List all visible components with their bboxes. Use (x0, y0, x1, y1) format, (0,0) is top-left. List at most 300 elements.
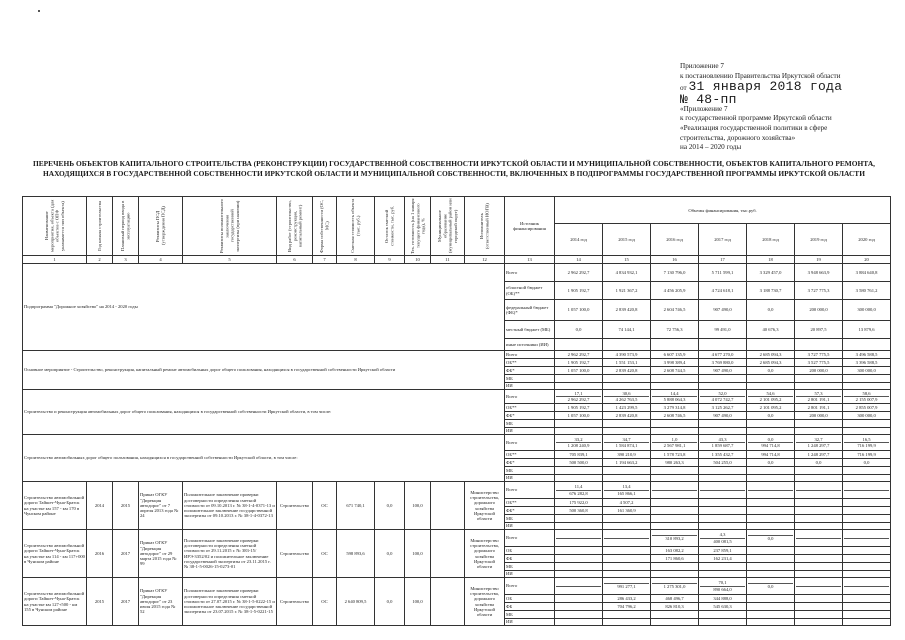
amount-cell: 74 144,1 (603, 321, 651, 339)
column-number: 9 (375, 256, 405, 264)
amount-cell: 1 551 153,1 (603, 359, 651, 367)
amount-cell (555, 482, 603, 499)
amount-cell: 1 905 192,7 (555, 404, 603, 412)
readiness: 100,0 (405, 578, 431, 626)
amount-cell (747, 515, 795, 523)
amount-cell (747, 507, 795, 515)
column-number: 20 (843, 256, 891, 264)
amount-cell: 300 000,0 (843, 300, 891, 321)
amount-cell (747, 467, 795, 475)
amount-cell: 4 834 932,1 (603, 264, 651, 282)
amount-cell: 300 000,0 (843, 367, 891, 375)
source-label: федеральный бюджет (ФБ)* (505, 300, 555, 321)
year-header: 2020 год (843, 224, 891, 256)
amount-cell (699, 467, 747, 475)
column-header (405, 197, 431, 256)
amount-cell (699, 390, 747, 404)
amount-cell: 3 396 588,5 (843, 359, 891, 367)
column-header-label: Плановый период ввода в эксплуатацию (120, 200, 131, 252)
amount-cell: 3 496 588,5 (843, 351, 891, 359)
source-label: ИИ (505, 428, 555, 435)
source-label: ФБ* (505, 507, 555, 515)
amount-cell (699, 507, 747, 515)
amount-cell: 704 796,2 (603, 603, 651, 611)
percent-value: 16,5 (844, 437, 889, 443)
amount-cell (843, 619, 891, 626)
amount-cell: 300 000,0 (843, 412, 891, 420)
amount-cell (603, 523, 651, 530)
amount-cell (555, 619, 603, 626)
appendix-line-9: на 2014 – 2020 годы (680, 143, 742, 152)
amount-cell (843, 611, 891, 619)
source-label: Всего (505, 482, 555, 499)
amount-cell: 3 769 880,0 (699, 359, 747, 367)
amount-cell (699, 375, 747, 383)
amount-cell (747, 611, 795, 619)
source-label: МБ (505, 515, 555, 523)
psd-details: Приказ ОГКУ "Дирекция автодорог" от 29 марта 2015 года № 99 (139, 530, 183, 578)
amount-cell (843, 555, 891, 563)
amount-cell: 716 199,9 (843, 451, 891, 459)
column-header-label: Наименование мероприятия, объекта (для объектов с ОПФ указывается тип объекта) (43, 199, 65, 253)
amount-cell: 2 962 292,7 (555, 264, 603, 282)
amount-cell: 0,0 (747, 459, 795, 467)
amount-cell: 500 500,0 (555, 459, 603, 467)
amount-cell: 0,0 (747, 300, 795, 321)
amount-cell (795, 507, 843, 515)
amount-cell (795, 467, 843, 475)
amount-cell (843, 563, 891, 571)
amount-cell (747, 482, 795, 499)
source-label: ИИ (505, 571, 555, 578)
amount-cell (555, 375, 603, 383)
amount-cell: 2 839 420,8 (603, 300, 651, 321)
amount-cell: 3 188 730,7 (747, 282, 795, 300)
source-label: Всего (505, 435, 555, 451)
percent-value (796, 490, 841, 491)
percent-value: 17,1 (556, 391, 601, 397)
source-label: ИИ (505, 475, 555, 482)
amount-cell (603, 435, 651, 451)
amount-cell (651, 530, 699, 547)
estimated-cost: 671 740,1 (337, 482, 375, 530)
amount-cell: 0,0 (747, 412, 795, 420)
percent-value: 33,2 (556, 437, 601, 443)
amount-cell (699, 515, 747, 523)
amount-cell: 2 839 420,8 (603, 367, 651, 375)
amount-cell (747, 375, 795, 383)
source-label: Всего (505, 530, 555, 547)
amount-cell (555, 578, 603, 595)
table-row (23, 390, 891, 404)
source-label: Всего (505, 578, 555, 595)
amount-cell (747, 603, 795, 611)
amount-cell: 2 801 191,1 (795, 404, 843, 412)
amount-cell (747, 475, 795, 482)
amount-cell: 1 057 100,0 (555, 367, 603, 375)
amount-cell: 4 677 270,0 (699, 351, 747, 359)
amount-cell (555, 571, 603, 578)
source-label: МБ (505, 611, 555, 619)
amount-cell (699, 482, 747, 499)
amount-cell (555, 603, 603, 611)
percent-value: 70,1 (700, 580, 745, 586)
amount-value: 4 072 742,7 (711, 397, 734, 402)
amount-value: 2 801 191,1 (807, 397, 830, 402)
amount-cell: 2 608 746,5 (651, 412, 699, 420)
amount-cell (555, 515, 603, 523)
amount-cell: 3 527 775,5 (795, 359, 843, 367)
percent-value: 1,0 (652, 437, 697, 443)
appendix-number: № 48-пп (680, 91, 737, 107)
amount-cell (651, 499, 699, 507)
amount-cell (699, 619, 747, 626)
column-header (139, 197, 183, 256)
amount-cell (843, 390, 891, 404)
amount-cell: 2 855 007,9 (843, 404, 891, 412)
table-row (23, 578, 891, 595)
group-name: Строительство и реконструкция автомобильных дорог общего пользования, находящихся в государственной собственности Иркутской области, в том числе: (23, 390, 505, 435)
amount-cell (651, 507, 699, 515)
amount-cell: 1 423 299,5 (603, 404, 651, 412)
amount-cell: 161 360,9 (603, 507, 651, 515)
amount-cell (603, 467, 651, 475)
percent-value (556, 538, 601, 539)
column-header-label: Форма собственности (ОС, МС) (319, 199, 330, 253)
amount-value: 5 888 064,3 (663, 397, 686, 402)
amount-value: 1 275 301,0 (663, 583, 686, 589)
amount-cell (843, 383, 891, 390)
amount-cell (699, 578, 747, 595)
amount-cell: 200 000,0 (795, 367, 843, 375)
objects-table (22, 196, 891, 626)
column-number: 5 (183, 256, 277, 264)
remaining-cost: 0,0 (375, 578, 405, 626)
amount-cell (747, 435, 795, 451)
table-row (23, 351, 891, 359)
source-header: Источник финансирования (505, 197, 555, 256)
executor: Министерство строительства, дорожного хозяйства Иркутской области (465, 482, 505, 530)
municipality (431, 530, 465, 578)
amount-cell (699, 499, 747, 507)
amount-cell: 4 507,2 (603, 499, 651, 507)
amount-cell (651, 611, 699, 619)
amount-cell (699, 523, 747, 530)
amount-cell (843, 530, 891, 547)
amount-cell (843, 578, 891, 595)
amount-cell (747, 339, 795, 351)
column-header (277, 197, 313, 256)
amount-cell (843, 571, 891, 578)
amount-cell (747, 420, 795, 428)
amount-cell: 200 000,0 (795, 300, 843, 321)
appendix-line-5: «Приложение 7 (680, 104, 728, 113)
column-number: 19 (795, 256, 843, 264)
amount-cell: 994 714,8 (747, 451, 795, 459)
object-name: Строительство автомобильной дороги Тайшет-Чуна-Братск на участке км 127+500 - км 155 в Чунском районе (23, 578, 87, 626)
amount-cell (651, 619, 699, 626)
source-label: Всего (505, 390, 555, 404)
source-label: ФБ (505, 603, 555, 611)
amount-cell: 0,0 (555, 321, 603, 339)
amount-cell: 1 905 192,7 (555, 282, 603, 300)
amount-cell (747, 523, 795, 530)
amount-cell (843, 603, 891, 611)
amount-cell (795, 339, 843, 351)
amount-cell: 907 490,0 (699, 300, 747, 321)
amount-cell (651, 482, 699, 499)
column-header (375, 197, 405, 256)
amount-cell (555, 390, 603, 404)
amount-cell: 545 630,3 (699, 603, 747, 611)
column-header-label: Реквизиты положительного заключения государственной экспертизы (при наличии) (218, 199, 240, 253)
group-name: Строительство автомобильных дорог общего пользования, находящихся в государственной собственности Иркутской области, в том числе: (23, 435, 505, 482)
amount-cell: 163 082,2 (651, 547, 699, 555)
amount-cell (651, 390, 699, 404)
column-number: 18 (747, 256, 795, 264)
work-kind: Строительство (277, 578, 313, 626)
amount-cell (651, 467, 699, 475)
amount-cell (555, 523, 603, 530)
source-label: ОБ** (505, 404, 555, 412)
column-number: 8 (337, 256, 375, 264)
percent-value (844, 490, 889, 491)
amount-cell (603, 428, 651, 435)
column-header (183, 197, 277, 256)
amount-cell: 1 355 432,7 (699, 451, 747, 459)
source-label: областной бюджет (ОБ)** (505, 282, 555, 300)
table-row (23, 264, 891, 282)
amount-cell (651, 475, 699, 482)
expertise-details: Положительное заключение проверки достоверности определения сметной стоимости от 27.07.2015 г. № 38-1-5-0222-15 и положительное заключение государственной экспертизы от 23.07.2015 г. № 38-1-5-0221-15 (183, 578, 277, 626)
amount-cell: 3 125 262,7 (699, 404, 747, 412)
amount-cell (843, 507, 891, 515)
amount-value: 0,0 (767, 535, 774, 541)
amount-value: 2 567 981,1 (663, 443, 686, 448)
source-label: местный бюджет (МБ) (505, 321, 555, 339)
amount-cell: 175 922,0 (555, 499, 603, 507)
amount-cell (795, 515, 843, 523)
ownership: ОС (313, 482, 337, 530)
amount-cell (843, 339, 891, 351)
readiness: 100,0 (405, 530, 431, 578)
expertise-details: Положительное заключение проверки достоверности определения сметной стоимости от 09.10.2013 г. № 38-1-4-0371-13 и положительное заключение государственной экспертизы от 09.10.2013 г. № 38-1-4-0372-13 (183, 482, 277, 530)
amount-cell: 705 839,1 (555, 451, 603, 459)
amount-cell (651, 375, 699, 383)
column-numbers-row (23, 256, 891, 264)
amount-cell (843, 420, 891, 428)
amount-cell (795, 482, 843, 499)
amount-cell (747, 563, 795, 571)
amount-cell: 1 057 100,0 (555, 300, 603, 321)
amount-value: 676 282,8 (569, 490, 588, 496)
column-header-label: Муниципальное образование (муниципальный район или городской округ) (436, 198, 458, 254)
amount-cell (843, 428, 891, 435)
amount-cell (555, 555, 603, 563)
amount-cell (795, 578, 843, 595)
psd-details: Приказ ОГКУ "Дирекция автодорог" от 7 апреля 2013 года № 24 (139, 482, 183, 530)
amount-cell (795, 475, 843, 482)
column-number: 10 (405, 256, 431, 264)
amount-cell: 72 756,3 (651, 321, 699, 339)
amount-cell (747, 547, 795, 555)
amount-cell (555, 611, 603, 619)
percent-value: 52,0 (700, 391, 745, 397)
amount-value: 2 155 007,9 (855, 397, 878, 402)
amount-cell (603, 563, 651, 571)
expertise-details: Положительное заключение проверки достоверности определения сметной стоимости от 29.11.2015 г. № 383-15/ИРЭ-3352/02 и положительное заключение государственной экспертизы от 23.11.2015 г. № 38-1-5-0026-15-0273-01 (183, 530, 277, 578)
amount-cell (555, 383, 603, 390)
percent-value: 13,4 (604, 484, 649, 490)
amount-cell: 7 130 796,0 (651, 264, 699, 282)
amount-cell: 3 329 457,0 (747, 264, 795, 282)
amount-value: 2 962 292,7 (567, 397, 590, 402)
percent-value (556, 586, 601, 587)
amount-value: 890 664,0 (713, 586, 732, 592)
column-header-label: Реквизиты ПСД (утверждения ПСД) (155, 206, 166, 246)
amount-cell (555, 339, 603, 351)
amount-cell (555, 475, 603, 482)
amount-value: 994 714,8 (761, 443, 780, 448)
column-number: 4 (139, 256, 183, 264)
amount-cell (795, 375, 843, 383)
source-label: ИИ (505, 619, 555, 626)
amount-cell: 2 101 095,2 (747, 404, 795, 412)
source-label: ОБ** (505, 451, 555, 459)
amount-cell (747, 390, 795, 404)
percent-value: 32,7 (796, 437, 841, 443)
source-label: ФБ* (505, 412, 555, 420)
amount-cell (843, 523, 891, 530)
percent-value: 57,3 (796, 391, 841, 397)
work-kind: Строительство (277, 530, 313, 578)
amount-cell: 344 888,0 (699, 595, 747, 603)
column-header-label: Сметная стоимость объекта (тыс. руб.) (350, 198, 361, 254)
amount-cell (795, 555, 843, 563)
year-header: 2019 год (795, 224, 843, 256)
amount-cell: 0,0 (843, 459, 891, 467)
percent-value: 30,6 (604, 391, 649, 397)
municipality (431, 578, 465, 626)
table-row (23, 482, 891, 499)
amount-cell: 907 490,0 (699, 412, 747, 420)
percent-value: 4,3 (700, 532, 745, 538)
amount-cell (555, 467, 603, 475)
amount-cell: 162 231,4 (699, 555, 747, 563)
column-header-label: Тех. готовность (на 1 января текущего финансового года), % (409, 198, 426, 254)
amount-cell (603, 375, 651, 383)
amount-cell: 4 390 573,9 (603, 351, 651, 359)
group-name: Основное мероприятие - Строительство, реконструкция, капитальный ремонт автомобильных дорог общего пользования, находящихся в государственной собственности Иркутской области (23, 351, 505, 390)
amount-cell (651, 571, 699, 578)
amount-cell (699, 339, 747, 351)
source-label: ФБ* (505, 367, 555, 375)
amount-cell (699, 435, 747, 451)
percent-value (796, 538, 841, 539)
amount-cell (699, 571, 747, 578)
amount-cell (747, 595, 795, 603)
amount-cell: 4 456 205,9 (651, 282, 699, 300)
source-label: МБ (505, 420, 555, 428)
work-kind: Строительство (277, 482, 313, 530)
amount-cell (555, 428, 603, 435)
source-label: Всего (505, 351, 555, 359)
amount-cell: 2 962 292,7 (555, 351, 603, 359)
executor: Министерство строительства, дорожного хозяйства Иркутской области (465, 578, 505, 626)
start-year: 2016 (87, 530, 113, 578)
amount-cell: 40 676,3 (747, 321, 795, 339)
amount-value: 1 859 687,7 (711, 443, 734, 448)
amount-cell (603, 611, 651, 619)
amount-cell (795, 420, 843, 428)
amount-cell: 504 255,0 (699, 459, 747, 467)
amount-cell (651, 428, 699, 435)
amount-cell: 171 860,6 (651, 555, 699, 563)
amount-cell (795, 603, 843, 611)
percent-value: 11,4 (556, 484, 601, 490)
column-header (23, 197, 87, 256)
percent-value: 43,3 (700, 437, 745, 443)
amount-cell: 2 604 746,5 (651, 300, 699, 321)
amount-cell (555, 563, 603, 571)
source-label: МБ (505, 375, 555, 383)
amount-cell: 1 921 367,2 (603, 282, 651, 300)
source-label: МБ (505, 467, 555, 475)
amount-value: 0,0 (767, 583, 774, 589)
year-header: 2015 год (603, 224, 651, 256)
amount-cell (603, 475, 651, 482)
amount-cell (795, 611, 843, 619)
amount-cell: 4 724 618,1 (699, 282, 747, 300)
source-label: ИИ (505, 523, 555, 530)
source-label: МБ (505, 563, 555, 571)
column-number: 14 (555, 256, 603, 264)
amount-value: 2 101 095,2 (759, 397, 782, 402)
percent-value: 0,0 (748, 437, 793, 443)
header-row (23, 197, 891, 224)
amount-cell (747, 428, 795, 435)
amount-cell: 3 279 314,8 (651, 404, 699, 412)
amount-cell (795, 499, 843, 507)
column-number: 16 (651, 256, 699, 264)
amount-value: 1 584 874,1 (615, 443, 638, 448)
table-row (23, 530, 891, 547)
column-number: 13 (505, 256, 555, 264)
amount-value: 1 248 297,7 (807, 443, 830, 448)
column-header-label: Остаток сметной стоимости, тыс. руб. (384, 205, 395, 247)
amount-cell (603, 619, 651, 626)
appendix-line-8: строительства, дорожного хозяйства» (680, 133, 796, 142)
amount-value: 165 866,1 (617, 490, 636, 496)
amount-cell (699, 563, 747, 571)
amount-cell (795, 595, 843, 603)
column-header (113, 197, 139, 256)
source-label: ОБ (505, 595, 555, 603)
amount-cell: 13 879,6 (843, 321, 891, 339)
amount-cell: 1 194 663,2 (603, 459, 651, 467)
amount-cell (795, 383, 843, 390)
amount-cell (747, 578, 795, 595)
amount-cell (795, 563, 843, 571)
amount-cell: 5 711 599,1 (699, 264, 747, 282)
amount-cell (651, 515, 699, 523)
object-name: Строительство автомобильной дороги Тайшет-Чуна-Братск на участке км 114 - км 117+000 в Чунском районе (23, 530, 87, 578)
amount-cell (651, 435, 699, 451)
year-header: 2016 год (651, 224, 699, 256)
column-header (337, 197, 375, 256)
amount-cell (651, 339, 699, 351)
amount-cell: 1 578 723,8 (651, 451, 699, 459)
